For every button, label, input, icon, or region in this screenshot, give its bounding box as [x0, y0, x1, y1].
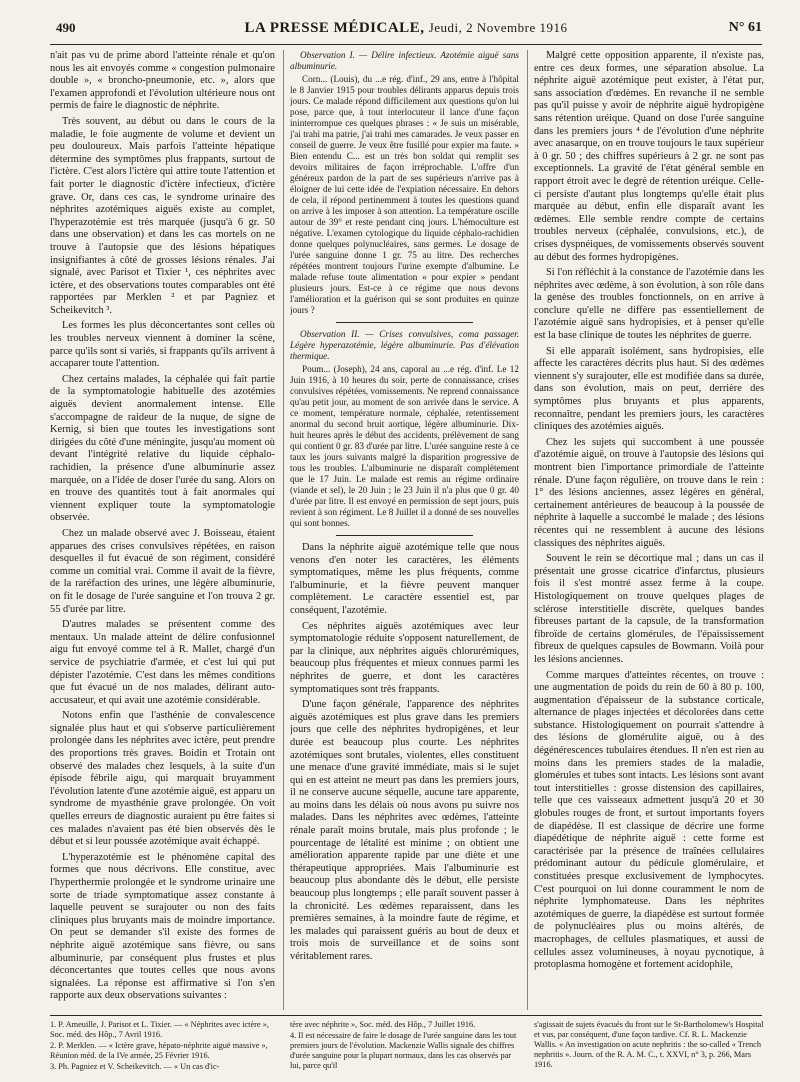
page-number: 490	[56, 20, 76, 35]
paragraph: Souvent le rein se décortique mal ; dans un cas il présentait une grosse cicatrice d'infarctus, plusieurs fois il s'est montré assez ferme à la coupe. Histologiquement on trouve quelques plages de sclérose interstitielle discrète, quelques bandes fibreuses partant de la capsule, de la transformation fibroïde de certains glomérules, de l'épaississement fibreux de quelques capsules de Bowmann. Voilà pour les lésions anciennes.	[534, 553, 764, 665]
observation-1	[290, 50, 519, 316]
footnote: 3. Ph. Pagniez et V. Scheikevitch. — « Un cas d'ic-	[50, 1062, 220, 1071]
footnotes-column-2	[290, 1020, 519, 1080]
paragraph: Dans la néphrite aiguë azotémique telle que nous venons d'en noter les caractères, les éléments symptomatiques, même les plus fréquents, comme l'albuminurie, et la fièvre peuvent manquer complètement. Le caractère essentiel est, par conséquent, l'azotémie.	[290, 542, 519, 616]
footnote-rule	[50, 1015, 762, 1016]
observation-2	[290, 329, 519, 529]
footnote: s'agissait de sujets évacués du front sur le St-Bartholomew's Hospital et vus, par conséquent, d'une façon tardive. Cf. R. L. Mackenzie Wallis. « An investigation on acute nephritis : the so-called « Trench nephritis ». Journ. of the R. A. M. C., t. XXVI, n° 3, p. 266, Mars 1916.	[534, 1020, 764, 1069]
observation-text: Corn... (Louis), du ...e rég. d'inf., 29 ans, entre à l'hôpital le 8 Janvier 1915 pour troubles délirants apparus depuis trois jours. Ce malade répond difficilement aux questions qu'on lui pose, parce que, à tout interlocuteur il lance d'une façon ininterrompue ces quelques phrases : « Je suis un misérable, j'ai trahi ma patrie, j'ai trahi mes camarades. Je veux passer en conseil de guerre. Je veux être fusillé pour expier ma faute. » Bien entendu C... est un très bon soldat qui remplit ses devoirs militaires de façon irréprochable. L'offre d'un généreux pardon de la part de ses supérieurs n'arrive pas à éloigner de lui cette idée de l'expiation nécessaire. En dehors de cela, il répond pertinemment à toutes les questions quand on arrive à les imposer à son attention. La température oscille autour de 39° et reste pendant cinq jours. L'hémoculture est négative. L'examen cytologique du liquide céphalo-rachidien donne quelques polynucléaires, sans germes. Le dosage de l'urée sanguine donne 1 gr. 75 au litre. Des recherches répétées montrent toujours l'urine exempte d'albumine. Le malade refuse toute alimentation « pour expier » pendant plusieurs jours. Est-ce à ce régime que nous devons l'amélioration et la guérison qui se sont produites en quinze jours ?	[290, 74, 519, 315]
paragraph: Très souvent, au début ou dans le cours de la maladie, le foie augmente de volume et devient un peu douloureux. Mais parfois l'atteinte hépatique détermine des symptômes plus frappants, surtout de l'ictère. C'est alors l'ictère qui attire toute l'attention et fait porter le diagnostic d'ictère infectieux, d'ictère grave. Or, dans ces cas, le syndrome urinaire des néphrites azotémiques aiguës existe au complet, l'hyperazotémie est très marquée (jusqu'à 6 gr. 50 dans une observation) et dans les cas mortels on ne trouve à l'autopsie que des lésions hépatiques insignifiantes à côté de grosses lésions rénales. J'ai signalé, avec Parisot et Tixier ¹, ces néphrites avec ictère, et des observations toutes comparables ont été rapportées par Merklen ² et par Pagniez et Scheikevitch ³.	[50, 115, 275, 316]
journal-masthead	[50, 20, 762, 37]
issue-date: Jeudi, 2 Novembre 1916	[428, 20, 568, 35]
paragraph: Malgré cette opposition apparente, il n'existe pas, entre ces deux formes, une séparation absolue. La néphrite aiguë azotémique peut exister, à l'état pur, sans association d'œdèmes. En revanche il ne semble pas qu'il puisse y avoir de néphrite aiguë hydropigène sans rétention uréique. Quand on dose l'urée sanguine dans les premiers jours ⁴ de l'évolution d'une néphrite avec anasarque, on en trouve toujours le taux supérieur à 0 gr. 50 ; des chiffres supérieurs à 2 gr. ne sont pas exceptionnels. La gravité de l'état général semble en rapport étroit avec le degré de rétention uréique. Celle-ci persiste d'autant plus longtemps qu'elle était plus marquée au début, enfin elle disparaît avant les œdèmes. Elle semble rendre compte de certains troubles nerveux (céphalée, convulsions, etc.), de crises dyspnéiques, de vomissements observés souvent au début des formes hydropigènes.	[534, 50, 764, 263]
footnote: 4. Il est nécessaire de faire le dosage de l'urée sanguine dans les tout premiers jours de l'évolution. Mackenzie Wallis signale des chiffres d'urée sanguine pour la plupart normaux, dans les cas observés par lui, parce qu'il	[290, 1031, 517, 1070]
footnote: tère avec néphrite », Soc. méd. des Hôp., 7 Juillet 1916.	[290, 1020, 476, 1029]
divider	[336, 322, 473, 323]
column-1	[50, 50, 275, 1010]
footnote: 1. P. Ameuille, J. Parisot et L. Tixier. — « Néphrites avec ictère », Soc. méd. des Hôp., 7 Avril 1916.	[50, 1020, 269, 1039]
observation-title: Observation II. — Crises convulsives, coma passager. Légère hyperazotémie, légère albuminurie. Pas d'élévation thermique.	[290, 329, 519, 361]
paragraph: Chez un malade observé avec J. Boisseau, étaient apparues des crises convulsives répétées, en raison desquelles il fut évacué de son régiment, considéré comme un comitial vrai. Comme il avait de la fièvre, de la raréfaction des urines, une légère albuminurie, on fit le dosage de l'urée sanguine et l'on trouva 2 gr. 55 d'urée par litre.	[50, 527, 275, 615]
footnotes-column-1	[50, 1020, 275, 1080]
paragraph: n'ait pas vu de prime abord l'atteinte rénale et qu'on nous les ait envoyés comme « congestion pulmonaire double », « broncho-pneumonie, etc. », alors que l'examen approfondi et l'évolution ultérieure nous ont permis de faire le diagnostic de néphrite.	[50, 50, 275, 112]
column-divider	[527, 50, 528, 1010]
paragraph: D'une façon générale, l'apparence des néphrites aiguës azotémiques est plus grave dans les premiers jours que celle des néphrites hydropigènes, et leur durée est beaucoup plus courte. Les néphrites azotémiques sont brutales, violentes, elles constituent une menace d'une gravité immédiate, mais si le sujet qui en est atteint ne meurt pas dans les premiers jours, il ne conserve aucune séquelle, aucune tare apparente, au moins dans les délais où nous avons pu suivre nos malades. Dans les néphrites avec œdèmes, l'atteinte rénale paraît moins brutale, mais plus profonde ; le pourcentage de létalité est minime ; on obtient une amélioration apparente rapide par une diète et une thérapeutique appropriées. Mais l'albuminurie est beaucoup plus abondante dès le début, elle persiste beaucoup plus longtemps ; elle paraît souvent passer à la chronicité. Les œdèmes reparaissent, dans les premières semaines, à la moindre faute de régime, et les malades qui paraissent guéris au bout de deux et trois mois de surveillance et de soins sont véritablement rares.	[290, 699, 519, 962]
paragraph: Chez certains malades, la céphalée qui fait partie de la symptomatologie habituelle des azotémies aiguës devient anormalement intense. Elle s'accompagne de raideur de la nuque, de signe de Kernig, si bien que toutes les investigations sont dirigées du côté d'une méningite, jusqu'au moment où devant l'intégrité relative du liquide céphalo-rachidien, la présence d'une albuminurie assez marquée, on a l'idée de doser l'urée du sang. Alors on en trouve des quantités tout à fait anormales qui viennent expliquer toute la symptomatologie observée.	[50, 373, 275, 524]
footnotes-column-3	[534, 1020, 764, 1080]
paragraph: L'hyperazotémie est le phénomène capital des formes que nous décrivons. Elle constitue, avec l'hyperthermie prolongée et le syndrome urinaire une sorte de triade symptomatique assez constante à laquelle peuvent se surajouter ou non des faits cliniques plus bruyants mais de moindre importance. On peut se demander s'il existe des formes de néphrite aiguë azotémique sans fièvre, ou sans albuminurie, par conséquent plus frustes et plus déconcertantes que toutes celles que nous avons signalées. La réponse est affirmative si l'on s'en rapporte aux deux observations suivantes :	[50, 851, 275, 1002]
paragraph: D'autres malades se présentent comme des mentaux. Un malade atteint de délire confusionnel aigu fut envoyé comme tel à R. Mallet, chargé d'un service de psychiatrie d'armée, et c'est lui qui put dépister l'azotémie. C'est dans les mêmes conditions que fut évacué un de nos malades, délirant auto-accusateur, et qui avait une azotémie considérable.	[50, 619, 275, 706]
header-rule	[50, 44, 762, 45]
column-3	[534, 50, 764, 1010]
paragraph: Comme marques d'atteintes récentes, on trouve : une augmentation de poids du rein de 60 à 80 p. 100, augmentation d'épaisseur de la substance corticale, alternance de plages injectées et décolorées dans cette substance. Histologiquement on pourrait s'attendre à des lésions de glomérulite aiguë, ou à des dégénérescences tubulaires étendues. Il n'en est rien au moins dans les premiers stades de la maladie, glomérules et tubes sont intacts. Les lésions sont avant tout interstitielles : grosse distension des capillaires, telle que ces vaisseaux admettent jusqu'à 20 et 30 globules rouges de front, et surtout importants foyers de diapédèse. Il est classique de décrire une forme diapédétique de néphrite aiguë : cette forme est caractérisée par la présence de traînées cellulaires prédominant autour du pédicule glomérulaire, et constituées presque exclusivement de lymphocytes. C'est pourquoi on lui donne couramment le nom de néphrite lymphomateuse. Dans les néphrites azotémiques de guerre, la diapédèse est surtout formée de polynucléaires plus ou moins altérés, de macrophages, de cellules plasmatiques, et aussi de cellules assez volumineuses, à noyau pycnotique, à protoplasma homogène et fortement acidophile,	[534, 669, 764, 971]
column-divider	[283, 50, 284, 1010]
paragraph: Notons enfin que l'asthénie de convalescence signalée plus haut et qui s'observe particulièrement prolongée dans les néphrites avec ictère, peut prendre des proportions très graves. Boidin et Trotain ont observé des malades chez lesquels, à la suite d'un épisode fébrile aigu, qui marquait bruyamment l'évolution latente d'une azotémie aiguë, est apparu un syndrome de myasthénie grave prolongée. On voit quelles erreurs de diagnostic auraient pu être faites si ces malades n'avaient pas été bien observés dès le début et si leur poussée azotémique avait échappé.	[50, 710, 275, 848]
observation-title: Observation I. — Délire infectieux. Azotémie aiguë sans albuminurie.	[290, 50, 519, 71]
paragraph: Si elle apparaît isolément, sans hydropisies, elle affecte les caractères décrits plus haut. Si des œdèmes viennent s'y surajouter, elle est modifiée dans sa durée, dans son évolution, mais on peut, derrière des symptômes plus bruyants et plus apparents, reconnaître, pendant les premiers jours, les caractères cliniques des azotémies aiguës.	[534, 345, 764, 433]
paragraph: Les formes les plus déconcertantes sont celles où les troubles nerveux viennent à dominer la scène, parce qu'ils sont si variés, si frappants qu'ils arrivent à accaparer toute l'attention.	[50, 320, 275, 370]
footnote: 2. P. Merklen. — « Ictère grave, hépato-néphrite aiguë massive », Réunion méd. de la IVe armée, 25 Février 1916.	[50, 1041, 268, 1060]
divider	[336, 535, 473, 536]
observation-text: Poum... (Joseph), 24 ans, caporal au ...e rég. d'inf. Le 12 Juin 1916, à 10 heures du soir, perte de connaissance, crises convulsives répétées, vomissements. Ne reprend connaissance qu'au petit jour, au moment de son arrivée dans le service. A ce moment, température normale, céphalée, retentissement anormal du second bruit aortique, légère albuminurie. Dix-huit heures après le début des accidents, prélèvement de sang qui contient 0 gr. 83 d'urée par litre. L'urée sanguine reste à ce taux les jours suivants malgré la disparition progressive de tous les troubles. L'albuminurie ne disparaît complètement que le 17 Juin. Le malade est remis au régime ordinaire (viande et sel), le 20 Juin ; le 23 Juin il n'a plus que 0 gr. 40 d'urée par litre. Il est envoyé en permission de sept jours, puis revient à son régiment. Le 8 Juillet il a donné de ses nouvelles qui sont bonnes.	[290, 364, 519, 528]
paragraph: Si l'on réfléchit à la constance de l'azotémie dans les néphrites avec œdème, à son évolution, à son rôle dans la genèse des troubles fonctionnels, on en arrive à conclure qu'elle ne diffère pas essentiellement de l'azotémie aiguë sans hydropisies, et à penser qu'elle est la base clinique de toutes les néphrites de guerre.	[534, 267, 764, 342]
journal-title: LA PRESSE MÉDICALE,	[244, 20, 425, 36]
paragraph: Ces néphrites aiguës azotémiques avec leur symptomatologie réduite s'opposent naturellement, de par la clinique, aux néphrites aiguës chlorurémiques, beaucoup plus fréquentes et mieux connues parmi les néphrites de guerre, et dont les caractères symptomatiques sont très frappants.	[290, 620, 519, 695]
paragraph: Chez les sujets qui succombent à une poussée d'azotémie aiguë, on trouve à l'autopsie des lésions qui montrent bien l'importance primordiale de l'atteinte rénale. D'une façon régulière, on trouve dans le rein : 1° des lésions anciennes, assez légères en général, certainement antérieures de beaucoup à la poussée de néphrite à laquelle a succombé le malade ; des lésions récentes qui ne ressemblent à aucune des lésions classiques des néphrites aiguës.	[534, 436, 764, 549]
column-2	[290, 50, 519, 1010]
page-header	[50, 20, 762, 42]
issue-number: N° 61	[728, 20, 762, 35]
